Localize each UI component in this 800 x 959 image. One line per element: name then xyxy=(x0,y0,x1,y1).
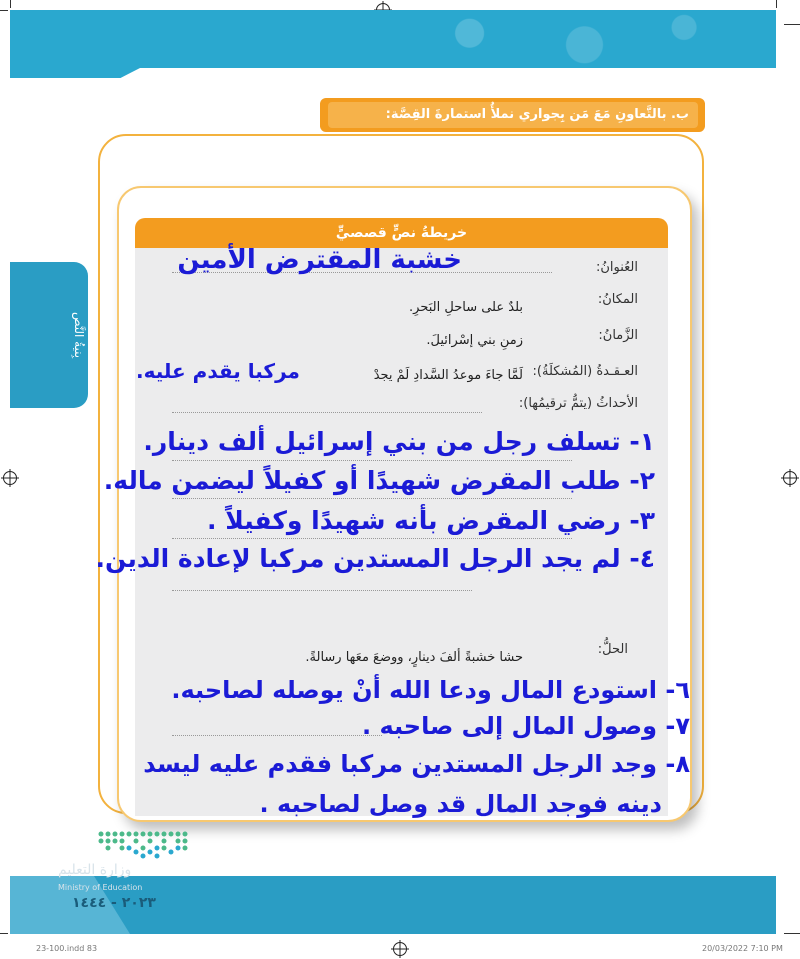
page-number: ٢٠٢٣ - ١٤٤٤ xyxy=(72,895,156,911)
story-map-title: خريطةُ نصٍّ قصصيٍّ xyxy=(335,225,468,241)
ministry-name-english: Ministry of Education xyxy=(58,883,143,892)
instruction-text: ب. بالتَّعاونِ مَعَ مَن بِجواري نملأُ استمارةَ القِصَّة: xyxy=(385,107,689,122)
events-dotted-line xyxy=(172,412,482,413)
title-label: العُنوانُ: xyxy=(595,260,638,275)
event-dotted-line xyxy=(172,538,572,539)
crop-mark xyxy=(776,0,777,8)
solution-event-line[interactable]: ٨- وجد الرجل المستدين مركبا فقدم عليه ليسد xyxy=(143,750,690,778)
footer-date: 20/03/2022 7:10 PM xyxy=(702,944,783,953)
ministry-name: وزارة التعليم xyxy=(58,862,132,878)
solution-value[interactable]: حشا خشبةً ألفَ دينارٍ، ووضعَ معَها رسالةً. xyxy=(305,650,523,665)
crop-mark xyxy=(784,24,800,25)
top-strip xyxy=(10,68,140,78)
problem-handwritten[interactable]: مركبا يقدم عليه. xyxy=(136,359,300,383)
top-banner xyxy=(10,10,776,68)
event-dotted-line xyxy=(172,460,572,461)
event-line[interactable]: ٣- رضي المقرض بأنه شهيدًا وكفيلاً . xyxy=(207,506,655,535)
problem-printed: لَمَّا جاءَ موعدُ السَّدادِ لَمْ يجدْ xyxy=(373,368,523,383)
event-dotted-line xyxy=(172,590,472,591)
footer-file-name: 23-100.indd 83 xyxy=(36,944,98,953)
solution-event-line[interactable]: دينه فوجد المال قد وصل لصاحبه . xyxy=(259,790,662,818)
solution-event-line[interactable]: ٦- استودع المال ودعا الله أنْ يوصله لصاحبه. xyxy=(171,676,690,704)
registration-mark-icon xyxy=(393,942,407,956)
place-value[interactable]: بلدٌ على ساحلِ البَحرِ. xyxy=(409,300,523,315)
event-line[interactable]: ٤- لم يجد الرجل المستدين مركبا لإعادة الدين. xyxy=(95,544,655,573)
banner-pattern xyxy=(10,10,776,68)
event-dotted-line xyxy=(172,498,572,499)
registration-mark-icon xyxy=(3,471,17,485)
events-label: الأحداثُ (يتمُّ ترقيمُها): xyxy=(518,396,638,411)
event-line[interactable]: ٢- طلب المقرض شهيدًا أو كفيلاً ليضمن ماله. xyxy=(103,466,655,495)
time-label: الزَّمانُ: xyxy=(598,328,638,343)
event-line[interactable]: ١- تسلف رجل من بني إسرائيل ألف دينار. xyxy=(143,427,655,456)
solution-dotted-line xyxy=(172,735,382,736)
solution-label: الحلُّ: xyxy=(597,642,628,657)
crop-mark xyxy=(784,933,800,934)
crop-mark xyxy=(0,10,8,11)
time-value[interactable]: زمنِ بني إسْرائيلَ. xyxy=(426,333,523,348)
registration-mark-icon xyxy=(783,471,797,485)
problem-label: العـقـدةُ (المُشكلَةُ): xyxy=(532,364,638,379)
crop-mark xyxy=(0,933,8,934)
solution-event-line[interactable]: ٧- وصول المال إلى صاحبه . xyxy=(361,712,690,740)
title-value[interactable]: خشبة المقترض الأمين xyxy=(177,245,462,275)
place-label: المكانُ: xyxy=(597,292,638,307)
crop-mark xyxy=(10,0,11,8)
side-tab-label: بِنيةُ النَّص xyxy=(72,311,86,359)
